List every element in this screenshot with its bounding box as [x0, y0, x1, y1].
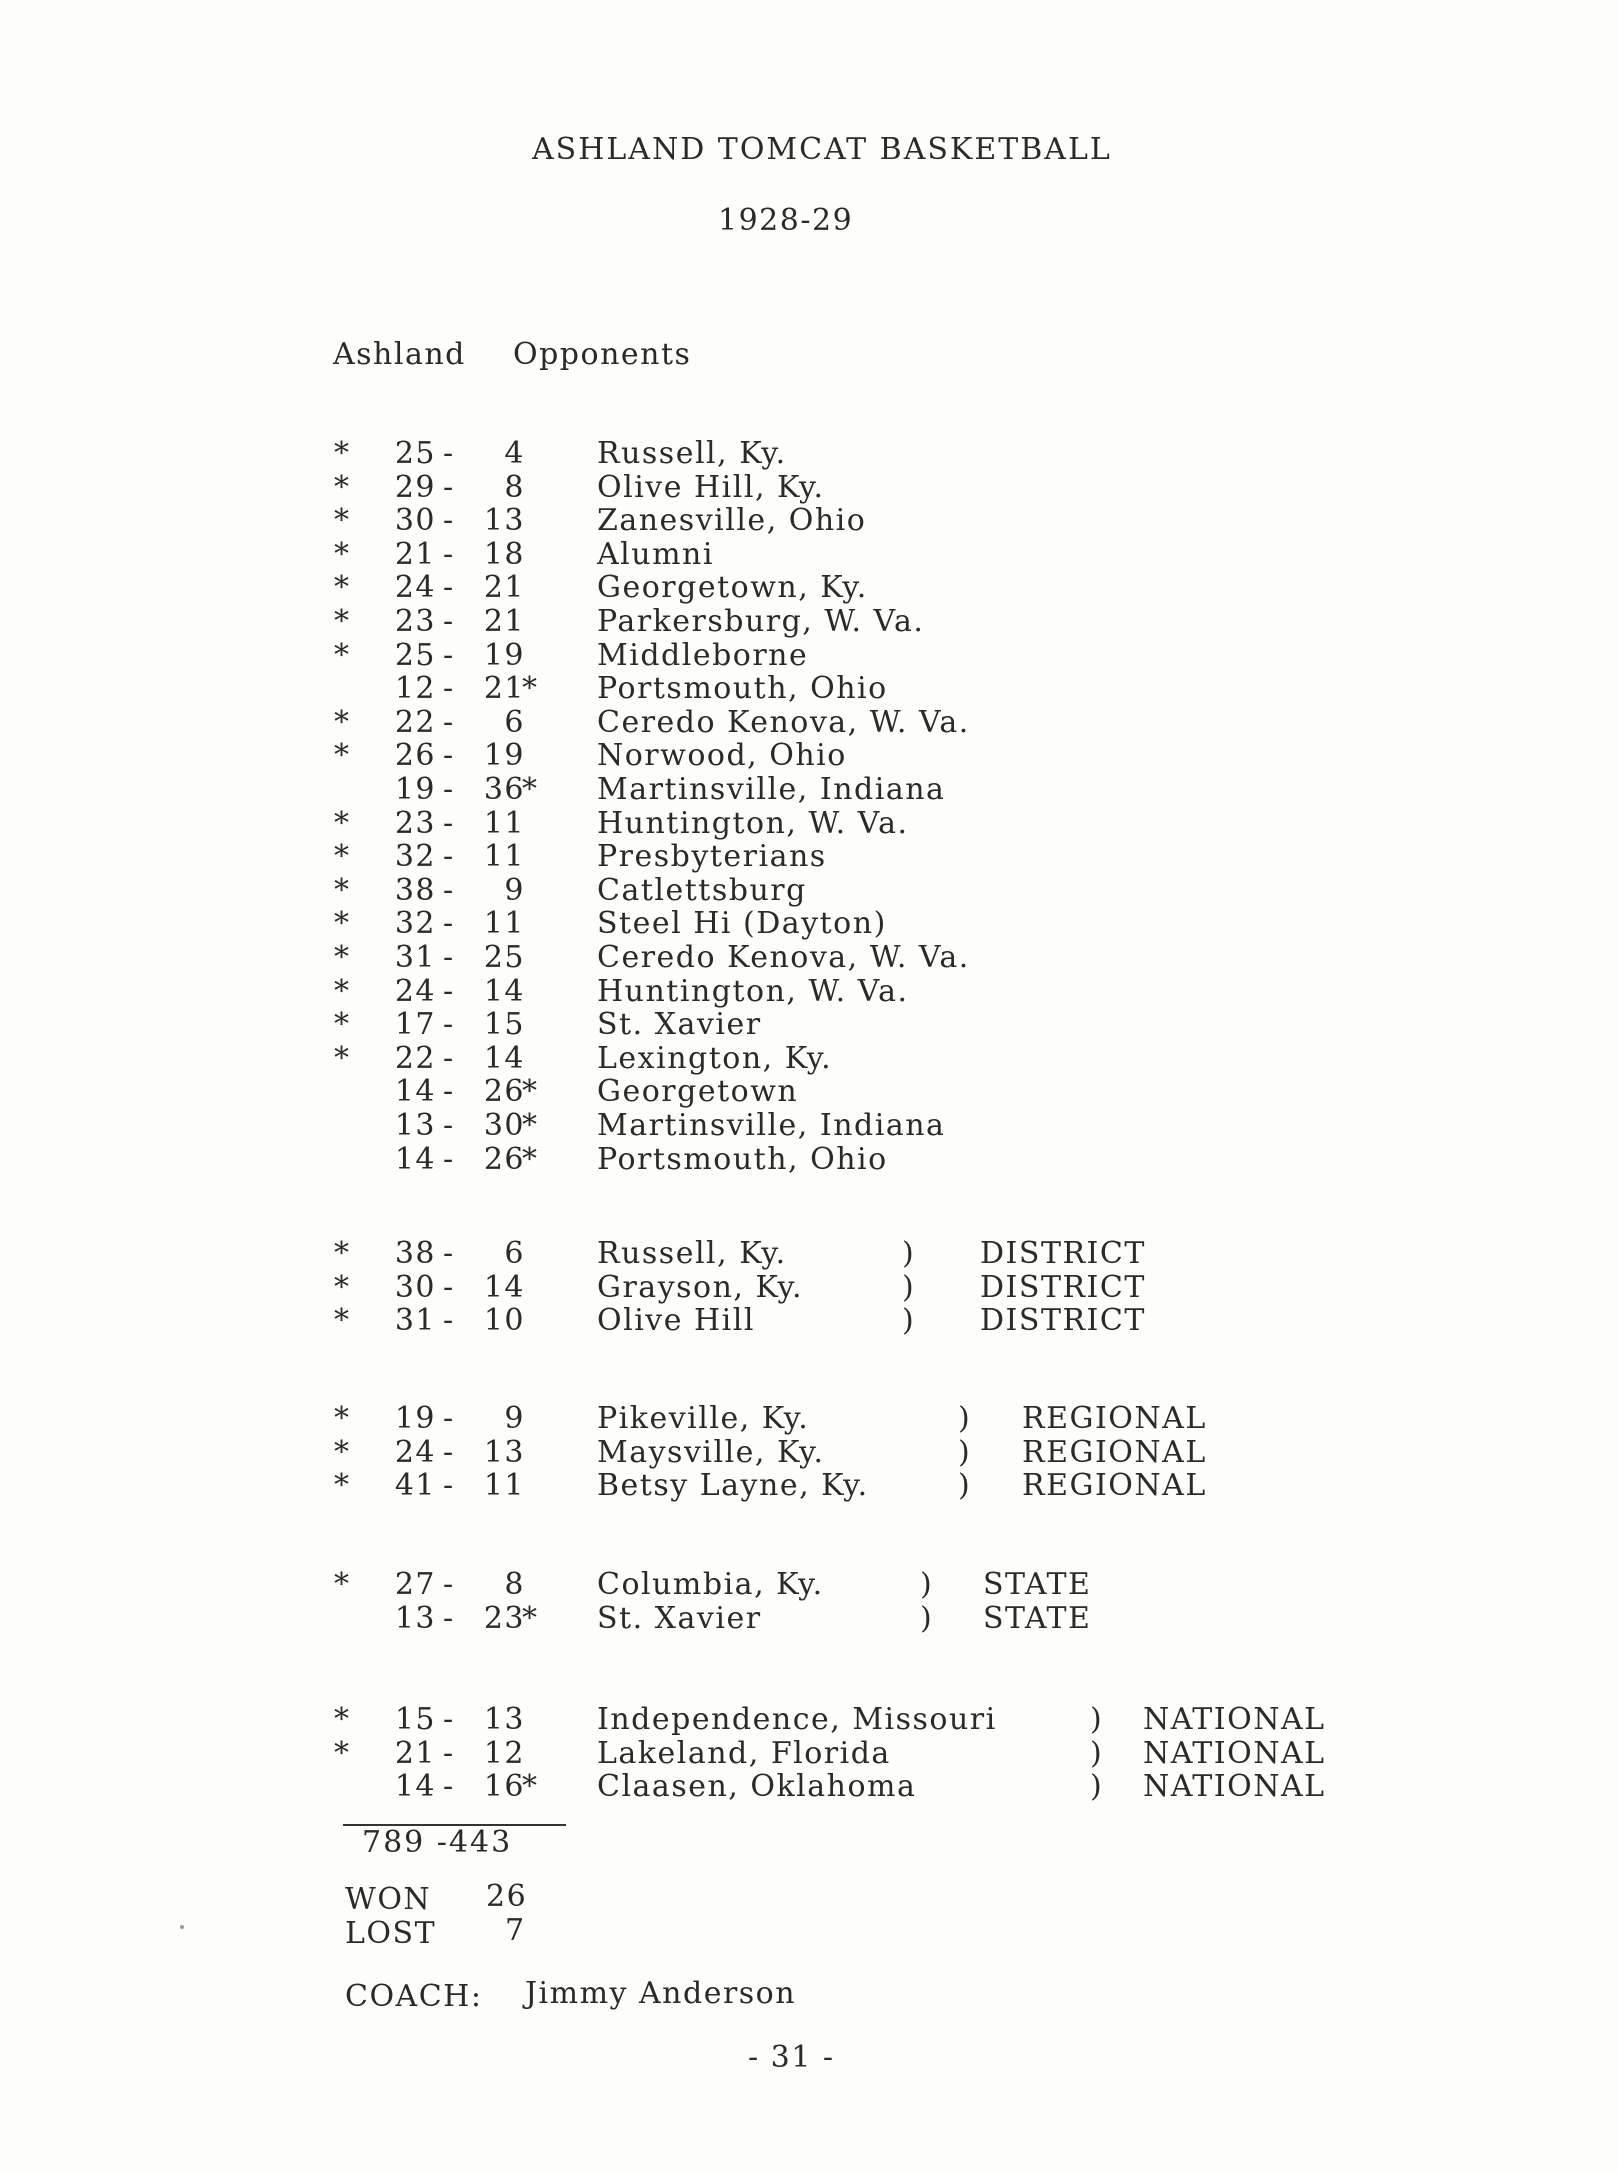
win-marker: *	[334, 940, 351, 975]
score-dash: -	[443, 1303, 455, 1338]
score-dash: -	[443, 704, 455, 740]
bracket-paren: )	[1090, 1735, 1104, 1771]
loss-marker: *	[522, 772, 539, 807]
opponent-score: 10	[483, 1303, 525, 1338]
opponent-name: Olive Hill, Ky.	[597, 469, 825, 505]
opponent-score: 11	[483, 1468, 525, 1503]
win-marker: *	[334, 637, 351, 673]
opponent-name: Columbia, Ky.	[597, 1567, 824, 1602]
ashland-score: 38	[394, 872, 436, 908]
win-marker: *	[334, 1269, 351, 1305]
lost-label: LOST	[345, 1916, 437, 1951]
score-dash: -	[443, 1735, 455, 1771]
loss-marker: *	[522, 1600, 539, 1636]
ashland-score: 22	[394, 704, 436, 740]
ashland-score: 31	[394, 1303, 436, 1338]
loss-marker: *	[522, 1141, 539, 1177]
bracket-paren: )	[902, 1269, 916, 1305]
game-row	[0, 1236, 1619, 1269]
opponent-name: Olive Hill	[597, 1303, 755, 1338]
bracket-paren: )	[958, 1434, 972, 1470]
win-marker: *	[334, 1303, 351, 1338]
opponent-score: 18	[483, 536, 525, 572]
score-dash: -	[443, 839, 455, 875]
bracket-paren: )	[920, 1567, 934, 1602]
win-marker: *	[334, 536, 351, 572]
bracket-paren: )	[1090, 1769, 1104, 1804]
win-marker: *	[334, 872, 351, 908]
opponent-score: 8	[504, 469, 525, 505]
score-dash: -	[443, 1769, 455, 1804]
lost-value: 7	[505, 1913, 526, 1948]
score-dash: -	[443, 1040, 455, 1076]
tournament-round: REGIONAL	[1022, 1434, 1207, 1470]
game-row	[0, 839, 1619, 875]
ashland-score: 19	[394, 772, 436, 807]
game-row	[0, 1041, 1619, 1074]
opponent-score: 36	[483, 772, 525, 807]
loss-marker: *	[522, 671, 539, 707]
win-marker: *	[334, 1567, 351, 1602]
ashland-score: 24	[394, 1434, 436, 1470]
season-year: 1928-29	[718, 203, 854, 238]
score-dash: -	[443, 940, 455, 975]
page-title: ASHLAND TOMCAT BASKETBALL	[532, 132, 1112, 167]
bracket-paren: )	[1090, 1702, 1104, 1737]
opponent-name: Steel Hi (Dayton)	[597, 906, 887, 942]
ashland-score: 32	[394, 906, 436, 942]
tournament-round: STATE	[983, 1567, 1092, 1602]
score-dash: -	[443, 1468, 455, 1503]
ashland-score: 23	[394, 805, 436, 841]
opponent-score: 21	[483, 570, 525, 606]
opponent-score: 16	[483, 1769, 525, 1804]
win-marker: *	[334, 839, 351, 875]
opponent-name: Zanesville, Ohio	[597, 503, 867, 539]
opponent-name: Parkersburg, W. Va.	[597, 604, 925, 639]
score-dash: -	[443, 671, 455, 707]
ashland-score: 30	[394, 1269, 436, 1305]
opponent-name: Lakeland, Florida	[597, 1735, 891, 1771]
opponent-score: 4	[504, 436, 525, 471]
opponent-name: Russell, Ky.	[597, 1236, 787, 1271]
bracket-paren: )	[920, 1600, 934, 1636]
opponent-name: Huntington, W. Va.	[597, 805, 909, 841]
opponent-name: Presbyterians	[597, 839, 827, 875]
score-dash: -	[443, 1108, 455, 1143]
opponent-score: 23	[483, 1600, 525, 1636]
opponent-name: Maysville, Ky.	[597, 1434, 825, 1470]
game-row	[0, 705, 1619, 738]
opponent-score: 11	[483, 906, 525, 942]
ashland-score: 27	[394, 1567, 436, 1602]
game-row	[0, 974, 1619, 1007]
game-row	[0, 1468, 1619, 1501]
game-row	[0, 1567, 1619, 1600]
opponent-name: Middleborne	[597, 637, 809, 673]
opponent-score: 19	[483, 738, 525, 774]
win-marker: *	[334, 1702, 351, 1737]
ashland-score: 24	[394, 570, 436, 606]
opponent-name: Ceredo Kenova, W. Va.	[597, 704, 970, 740]
opponent-score: 14	[483, 1269, 525, 1305]
opponent-score: 21	[483, 604, 525, 639]
win-marker: *	[334, 1040, 351, 1076]
tournament-round: DISTRICT	[980, 1236, 1146, 1271]
bracket-paren: )	[902, 1236, 916, 1271]
tournament-round: DISTRICT	[980, 1269, 1146, 1305]
game-row	[0, 772, 1619, 805]
opponent-score: 14	[483, 1040, 525, 1076]
opponent-name: St. Xavier	[597, 1007, 762, 1043]
score-dash: -	[443, 1567, 455, 1602]
game-row	[0, 940, 1619, 973]
score-dash: -	[443, 436, 455, 471]
opponent-score: 30	[483, 1108, 525, 1143]
game-row	[0, 470, 1619, 503]
ashland-score: 30	[394, 503, 436, 539]
ashland-score: 24	[394, 973, 436, 1009]
ashland-score: 15	[394, 1702, 436, 1737]
opponent-name: Huntington, W. Va.	[597, 973, 909, 1009]
game-row	[0, 671, 1619, 707]
bracket-paren: )	[958, 1468, 972, 1503]
ashland-score: 17	[394, 1007, 436, 1043]
win-marker: *	[334, 973, 351, 1009]
game-row	[0, 436, 1619, 469]
game-row	[0, 1007, 1619, 1043]
score-dash: -	[443, 1007, 455, 1043]
win-marker: *	[334, 436, 351, 471]
opponent-name: Portsmouth, Ohio	[597, 671, 888, 707]
win-marker: *	[334, 1735, 351, 1771]
ink-speck	[180, 1925, 184, 1929]
opponent-score: 12	[483, 1735, 525, 1771]
game-row	[0, 1074, 1619, 1110]
opponent-score: 14	[483, 973, 525, 1009]
ashland-score: 14	[394, 1074, 436, 1110]
score-dash: -	[443, 1401, 455, 1436]
loss-marker: *	[522, 1108, 539, 1143]
page-number: - 31 -	[748, 2040, 835, 2075]
opponent-score: 6	[504, 704, 525, 740]
score-dash: -	[443, 469, 455, 505]
score-dash: -	[443, 1141, 455, 1177]
loss-marker: *	[522, 1769, 539, 1804]
opponent-name: Claasen, Oklahoma	[597, 1769, 917, 1804]
game-row	[0, 570, 1619, 606]
game-row	[0, 1108, 1619, 1141]
game-row	[0, 1401, 1619, 1434]
opponent-score: 21	[483, 671, 525, 707]
score-dash: -	[443, 604, 455, 639]
opponent-name: Martinsville, Indiana	[597, 772, 946, 807]
ashland-score: 13	[394, 1108, 436, 1143]
column-header-ashland: Ashland	[333, 337, 466, 372]
game-row	[0, 1769, 1619, 1802]
won-value: 26	[486, 1879, 528, 1914]
coach-name: Jimmy Anderson	[525, 1976, 797, 2011]
ashland-score: 41	[394, 1468, 436, 1503]
win-marker: *	[334, 469, 351, 505]
opponent-name: Lexington, Ky.	[597, 1040, 833, 1076]
opponent-score: 26	[483, 1141, 525, 1177]
win-marker: *	[334, 1007, 351, 1043]
opponent-name: Catlettsburg	[597, 872, 807, 908]
tournament-round: DISTRICT	[980, 1303, 1146, 1338]
win-marker: *	[334, 805, 351, 841]
game-row	[0, 638, 1619, 671]
game-row	[0, 906, 1619, 942]
score-dash: -	[443, 772, 455, 807]
opponent-name: Georgetown, Ky.	[597, 570, 868, 606]
score-dash: -	[443, 1074, 455, 1110]
opponent-score: 8	[504, 1567, 525, 1602]
opponent-score: 19	[483, 637, 525, 673]
opponent-name: Georgetown	[597, 1074, 799, 1110]
opponent-score: 26	[483, 1074, 525, 1110]
ashland-score: 23	[394, 604, 436, 639]
score-dash: -	[443, 805, 455, 841]
game-row	[0, 1435, 1619, 1468]
opponent-score: 15	[483, 1007, 525, 1043]
win-marker: *	[334, 1434, 351, 1470]
opponent-score: 13	[483, 1702, 525, 1737]
tournament-round: REGIONAL	[1022, 1401, 1207, 1436]
opponent-score: 13	[483, 503, 525, 539]
score-dash: -	[443, 1434, 455, 1470]
score-dash: -	[443, 872, 455, 908]
score-dash: -	[443, 906, 455, 942]
win-marker: *	[334, 1401, 351, 1436]
game-row	[0, 738, 1619, 774]
win-marker: *	[334, 570, 351, 606]
opponent-name: Russell, Ky.	[597, 436, 787, 471]
column-header-opponents: Opponents	[513, 337, 692, 372]
ashland-score: 32	[394, 839, 436, 875]
opponent-name: Grayson, Ky.	[597, 1269, 803, 1305]
win-marker: *	[334, 906, 351, 942]
game-row	[0, 604, 1619, 637]
tournament-round: NATIONAL	[1143, 1702, 1326, 1737]
opponent-score: 11	[483, 839, 525, 875]
opponent-score: 9	[504, 872, 525, 908]
ashland-score: 25	[394, 637, 436, 673]
opponent-name: Pikeville, Ky.	[597, 1401, 810, 1436]
game-row	[0, 537, 1619, 570]
ashland-score: 13	[394, 1600, 436, 1636]
opponent-name: Betsy Layne, Ky.	[597, 1468, 869, 1503]
tournament-round: STATE	[983, 1600, 1092, 1636]
ashland-score: 19	[394, 1401, 436, 1436]
bracket-paren: )	[902, 1303, 916, 1338]
ashland-score: 29	[394, 469, 436, 505]
score-dash: -	[443, 503, 455, 539]
score-dash: -	[443, 973, 455, 1009]
ashland-score: 12	[394, 671, 436, 707]
score-dash: -	[443, 637, 455, 673]
opponent-score: 13	[483, 1434, 525, 1470]
game-row	[0, 503, 1619, 539]
opponent-name: Norwood, Ohio	[597, 738, 847, 774]
season-totals: 789 -443	[362, 1825, 513, 1860]
opponent-score: 6	[504, 1236, 525, 1271]
score-dash: -	[443, 1236, 455, 1271]
ashland-score: 14	[394, 1769, 436, 1804]
win-marker: *	[334, 1468, 351, 1503]
tournament-round: NATIONAL	[1143, 1769, 1326, 1804]
score-dash: -	[443, 570, 455, 606]
game-row	[0, 1702, 1619, 1735]
game-row	[0, 1601, 1619, 1634]
win-marker: *	[334, 1236, 351, 1271]
ashland-score: 25	[394, 436, 436, 471]
ashland-score: 26	[394, 738, 436, 774]
opponent-score: 25	[483, 940, 525, 975]
tournament-round: REGIONAL	[1022, 1468, 1207, 1503]
score-dash: -	[443, 1702, 455, 1737]
ashland-score: 14	[394, 1141, 436, 1177]
won-label: WON	[345, 1882, 432, 1917]
opponent-name: Martinsville, Indiana	[597, 1108, 946, 1143]
opponent-score: 11	[483, 805, 525, 841]
score-dash: -	[443, 738, 455, 774]
opponent-name: Portsmouth, Ohio	[597, 1141, 888, 1177]
game-row	[0, 1270, 1619, 1303]
ashland-score: 22	[394, 1040, 436, 1076]
game-row	[0, 873, 1619, 906]
game-row	[0, 1142, 1619, 1175]
ashland-score: 21	[394, 1735, 436, 1771]
win-marker: *	[334, 604, 351, 639]
opponent-name: St. Xavier	[597, 1600, 762, 1636]
score-dash: -	[443, 1269, 455, 1305]
ashland-score: 21	[394, 536, 436, 572]
opponent-name: Independence, Missouri	[597, 1702, 997, 1737]
score-dash: -	[443, 1600, 455, 1636]
opponent-name: Alumni	[597, 536, 714, 572]
win-marker: *	[334, 503, 351, 539]
ashland-score: 31	[394, 940, 436, 975]
bracket-paren: )	[958, 1401, 972, 1436]
win-marker: *	[334, 738, 351, 774]
game-row	[0, 1736, 1619, 1769]
win-marker: *	[334, 704, 351, 740]
game-row	[0, 806, 1619, 839]
opponent-score: 9	[504, 1401, 525, 1436]
ashland-score: 38	[394, 1236, 436, 1271]
coach-label: COACH:	[345, 1979, 483, 2014]
tournament-round: NATIONAL	[1143, 1735, 1326, 1771]
opponent-name: Ceredo Kenova, W. Va.	[597, 940, 970, 975]
loss-marker: *	[522, 1074, 539, 1110]
score-dash: -	[443, 536, 455, 572]
game-row	[0, 1303, 1619, 1336]
